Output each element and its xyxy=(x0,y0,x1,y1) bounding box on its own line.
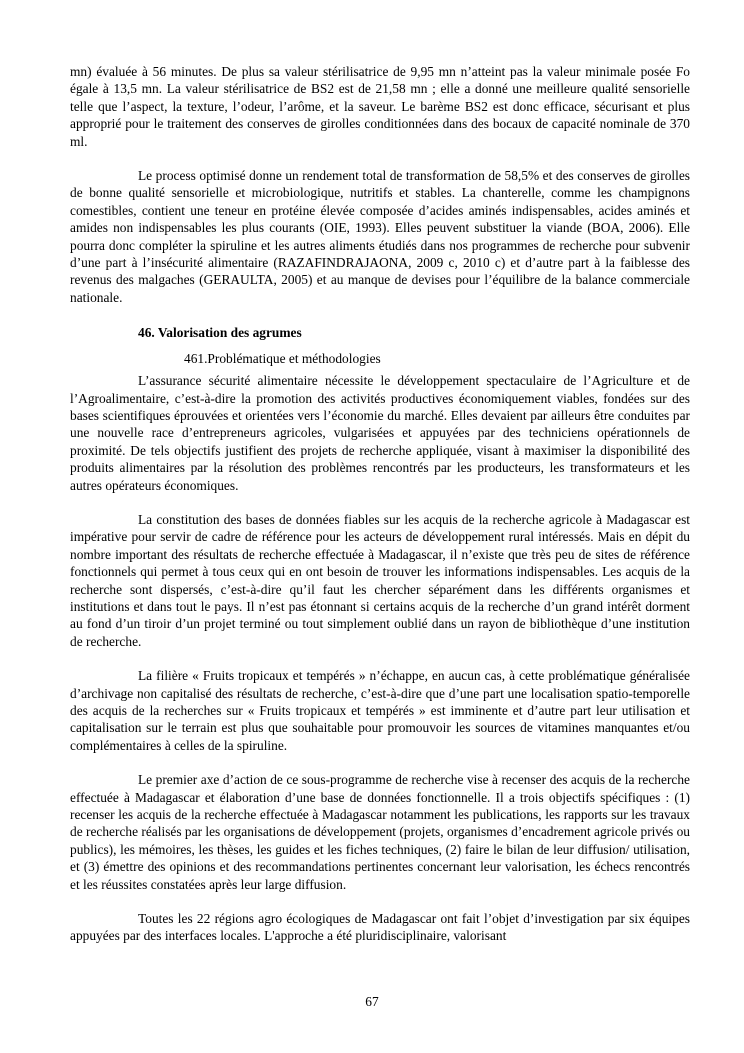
page-number: 67 xyxy=(365,994,379,1009)
paragraph-food-security: L’assurance sécurité alimentaire nécessite le développement spectaculaire de l’Agriculture et de l’Agroalimentaire, c’est-à-dire la promotion des activités productives économiquement viables, fondées sur des bases scientifiques éprouvées et orientées vers l’économie du marché. Elles devaient par ailleurs être conduites par une nouvelle race d’entrepreneurs agricoles, vulgarisées et appuyées par des techniciens opérationnels de proximité. De tels objectifs justifient des projets de recherche appliquée, visant à maximiser la disponibilité des produits alimentaires par la résolution des problèmes rencontrés par les producteurs, les transformateurs et les autres opérateurs économiques. xyxy=(70,373,690,493)
paragraph-process-yield: Le process optimisé donne un rendement total de transformation de 58,5% et des conserves de girolles de bonne qualité sensorielle et microbiologique, nutritifs et stables. La chanterelle, comme les champignons comestibles, contient une teneur en protéine élevée composée d’acides aminés indispensables, acides aminés et amides non indispensables les plus courants (OIE, 1993). Elles peuvent substituer la viande (BOA, 2006). Elle pourra donc compléter la spiruline et les autres aliments étudiés dans nos programmes de recherche pour subvenir d’une part à l’insécurité alimentaire (RAZAFINDRAJAONA, 2009 c, 2010 c) et d’autre part à la faiblesse des revenus des malgaches (GERAULTA, 2005) et au manque de devises pour l’équilibre de la balance commerciale nationale. xyxy=(70,168,690,305)
page-body xyxy=(70,63,690,945)
paragraph-database: La constitution des bases de données fiables sur les acquis de la recherche agricole à Madagascar est impérative pour servir de cadre de référence pour les acteurs de développement rural intéressés. Mais en dépit du nombre important des résultats de recherche effectuée à Madagascar, il n’existe que très peu de sites de référence fonctionnels qui permet à tous ceux qui en ont besoin de trouver les informations indispensables. Les acquis de la recherche sont dispersés, c’est-à-dire qu’il faut les chercher séparément dans les différents organismes et institutions et dans tout le pays. Il n’est pas étonnant si certains acquis de la recherche d’un grand intérêt dorment au fond d’un tiroir d’un projet terminé ou tout simplement oublié dans un rayon de bibliothèque d’une institution de recherche. xyxy=(70,511,690,649)
paragraph-first-axis: Le premier axe d’action de ce sous-programme de recherche vise à recenser des acquis de la recherche effectuée à Madagascar et élaboration d’une base de données fonctionnelle. Il a trois objectifs spécifiques : (1) recenser les acquis de la recherche effectuée à Madagascar notamment les publications, les rapports sur les travaux de recherche réalisés par les organisations de développement (projets, organismes d’encadrement agricole privés ou publics), les mémoires, les thèses, les guides et les fiches techniques, (2) faire le bilan de leur diffusion/ utilisation, et (3) émettre des opinions et des recommandations pertinentes concernant leur valorisation, les échecs rencontrés et les réussites constatées après leur large diffusion. xyxy=(70,772,690,892)
paragraph-fruit-sector: La filière « Fruits tropicaux et tempérés » n’échappe, en aucun cas, à cette problématique généralisée d’archivage non capitalisé des résultats de recherche, c’est-à-dire que d’une part une localisation spatio-temporelle des acquis de la recherches sur « Fruits tropicaux et tempérés » est imminente et d’autre part leur utilisation et capitalisation sur le terrain est plus que souhaitable pour promouvoir les sources de vitamines manquantes et/ou complémentaires à celles de la spiruline. xyxy=(70,668,690,753)
paragraph-regions: Toutes les 22 régions agro écologiques de Madagascar ont fait l’objet d’investigation par six équipes appuyées par des interfaces locales. L'approche a été pluridisciplinaire, valorisant xyxy=(70,911,690,944)
section-heading: 46. Valorisation des agrumes xyxy=(138,325,302,341)
subsection-heading: 461.Problématique et méthodologies xyxy=(184,350,381,366)
paragraph-sterilisation-results: mn) évaluée à 56 minutes. De plus sa valeur stérilisatrice de 9,95 mn n’atteint pas la valeur minimale posée Fo égale à 13,5 mn. La valeur stérilisatrice de BS2 est de 21,58 mn ; elle a donné une meilleure qualité sensorielle telle que l’aspect, la texture, l’odeur, l’arôme, et la saveur. Le barème BS2 est donc efficace, sécurisant et plus approprié pour le traitement des conserves de girolles conditionnées dans des bocaux de capacité nominale de 370 ml. xyxy=(70,64,690,149)
